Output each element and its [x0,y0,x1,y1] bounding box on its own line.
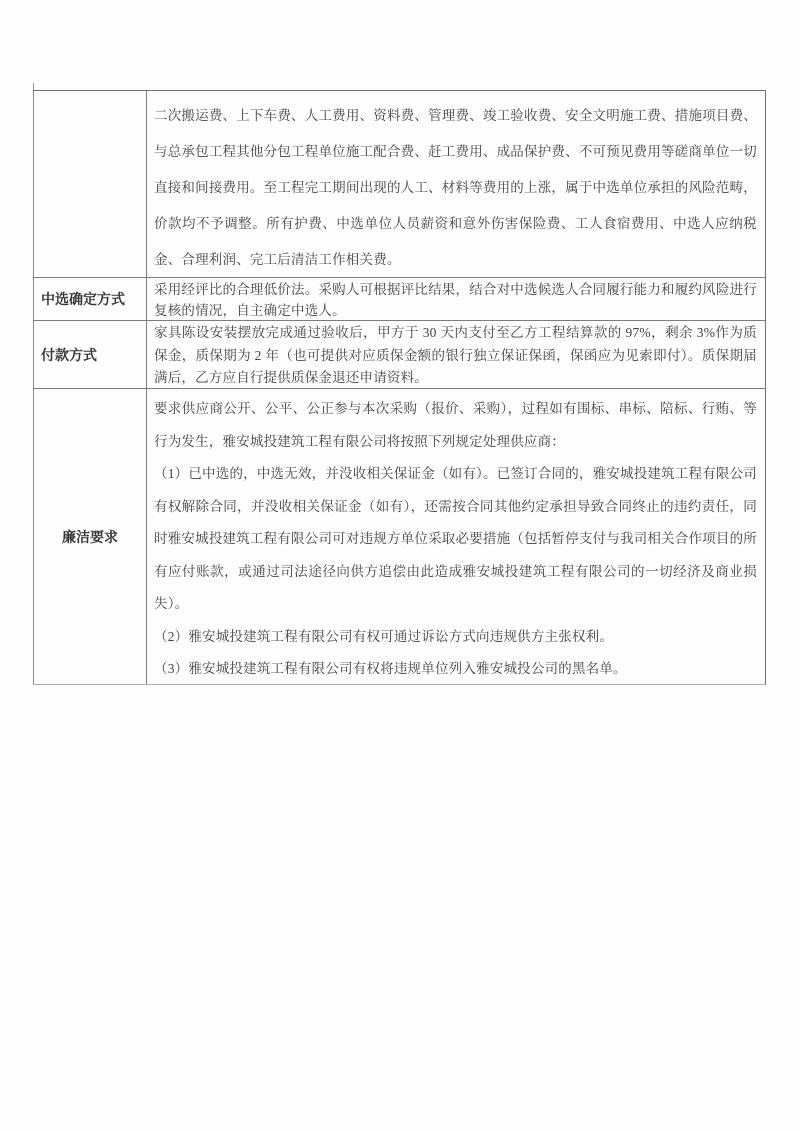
row-label-fees-empty [34,91,147,277]
paragraph: 家具陈设安装摆放完成通过验收后，甲方于 30 天内支付至乙方工程结算款的 97%，剩余 3%作为质保金，质保期为 2 年（也可提供对应质保金额的银行独立保证保函，保函应为见索即付）。质保期届满后，乙方应自行提供质保金退还申请资料。 [154,325,757,385]
row-content-fees [147,91,765,277]
terms-table [33,90,766,685]
row-label-selection-method: 中选确定方式 [34,278,147,320]
row-content-selection-method [147,278,765,320]
paragraph: 采用经评比的合理低价法。采购人可根据评比结果，结合对中选候选人合同履行能力和履约风险进行复核的情况，自主确定中选人。 [154,282,757,318]
row-label-integrity-requirements: 廉洁要求 [34,389,147,684]
paragraph: 二次搬运费、上下车费、人工费用、资料费、管理费、竣工验收费、安全文明施工费、措施项目费、与总承包工程其他分包工程单位施工配合费、赶工费用、成品保护费、不可预见费用等磋商单位一切直接和间接费用。至工程完工期间出现的人工、材料等费用的上涨，属于中选单位承担的风险范畴，价款均不予调整。所有护费、中选单位人员薪资和意外伤害保险费、工人食宿费用、中选人应纳税金、合理利润、完工后清洁工作相关费。 [154,108,757,267]
row-label-payment-method: 付款方式 [34,321,147,388]
paragraph: 要求供应商公开、公平、公正参与本次采购（报价、采购），过程如有围标、串标、陪标、行贿、等行为发生，雅安城投建筑工程有限公司将按照下列规定处理供应商： [154,401,757,449]
row-content-integrity-requirements [147,389,765,684]
row-content-payment-method [147,321,765,388]
scan-artifact-tick [33,83,34,90]
table-row-integrity-requirements [34,389,765,684]
table-row-fees [34,91,765,278]
paragraph: （1）已中选的，中选无效，并没收相关保证金（如有）。已签订合同的，雅安城投建筑工程有限公司有权解除合同，并没收相关保证金（如有），还需按合同其他约定承担导致合同终止的违约责任，同时雅安城投建筑工程有限公司可对违规方单位采取必要措施（包括暂停支付与我司相关合作项目的所有应付账款，或通过司法途径向供方追偿由此造成雅安城投建筑工程有限公司的一切经济及商业损失）。 [154,466,757,611]
table-row-payment-method [34,321,765,389]
paragraph: （3）雅安城投建筑工程有限公司有权将违规单位列入雅安城投公司的黑名单。 [154,661,627,676]
table-row-selection-method [34,278,765,321]
paragraph: （2）雅安城投建筑工程有限公司有权可通过诉讼方式向违规供方主张权利。 [154,628,614,644]
